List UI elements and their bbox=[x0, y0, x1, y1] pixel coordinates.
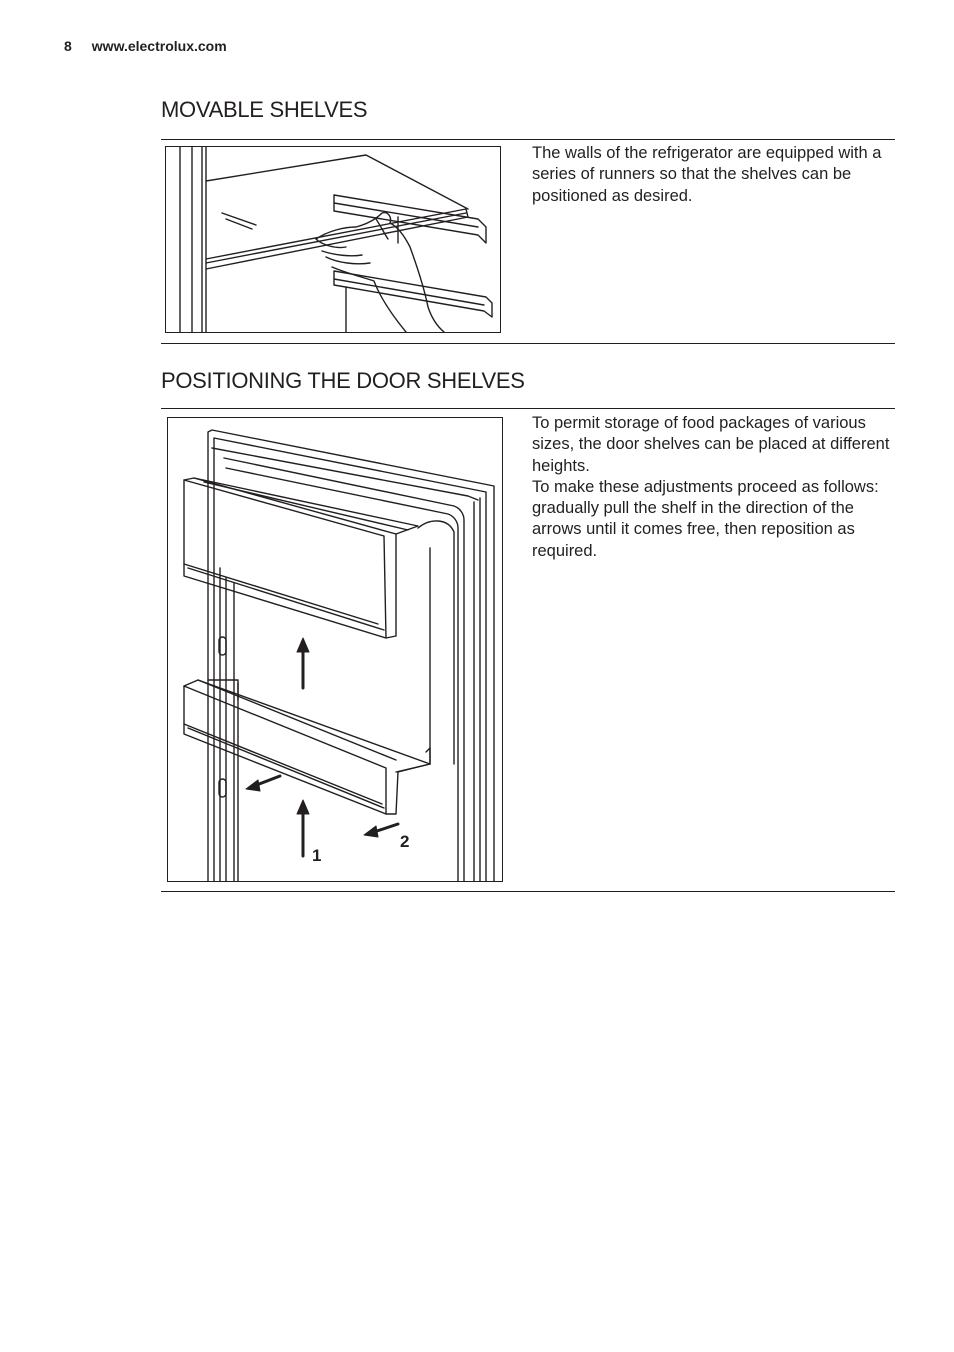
section-title-door-shelves: POSITIONING THE DOOR SHELVES bbox=[161, 368, 525, 393]
paragraph: gradually pull the shelf in the direction of the arrows until it comes free, then reposition as required. bbox=[532, 499, 855, 560]
door-shelves-text bbox=[532, 413, 892, 562]
arrow-label-1: 1 bbox=[312, 846, 322, 865]
page-header bbox=[64, 38, 227, 54]
section-divider bbox=[161, 891, 895, 892]
paragraph: To permit storage of food packages of various sizes, the door shelves can be placed at different heights. bbox=[532, 414, 890, 475]
door-shelves-illustration bbox=[167, 417, 503, 882]
section-divider bbox=[161, 408, 895, 409]
paragraph: To make these adjustments proceed as follows: bbox=[532, 477, 879, 496]
page-number: 8 bbox=[64, 38, 72, 54]
paragraph: The walls of the refrigerator are equipped with a series of runners so that the shelves can be positioned as desired. bbox=[532, 144, 882, 205]
website-link[interactable]: www.electrolux.com bbox=[91, 38, 227, 54]
arrow-label-2: 2 bbox=[400, 832, 410, 851]
movable-shelf-illustration bbox=[165, 146, 501, 333]
section-divider bbox=[161, 139, 895, 140]
movable-shelves-text bbox=[532, 143, 892, 207]
section-divider bbox=[161, 343, 895, 344]
section-title-movable-shelves: MOVABLE SHELVES bbox=[161, 97, 368, 122]
